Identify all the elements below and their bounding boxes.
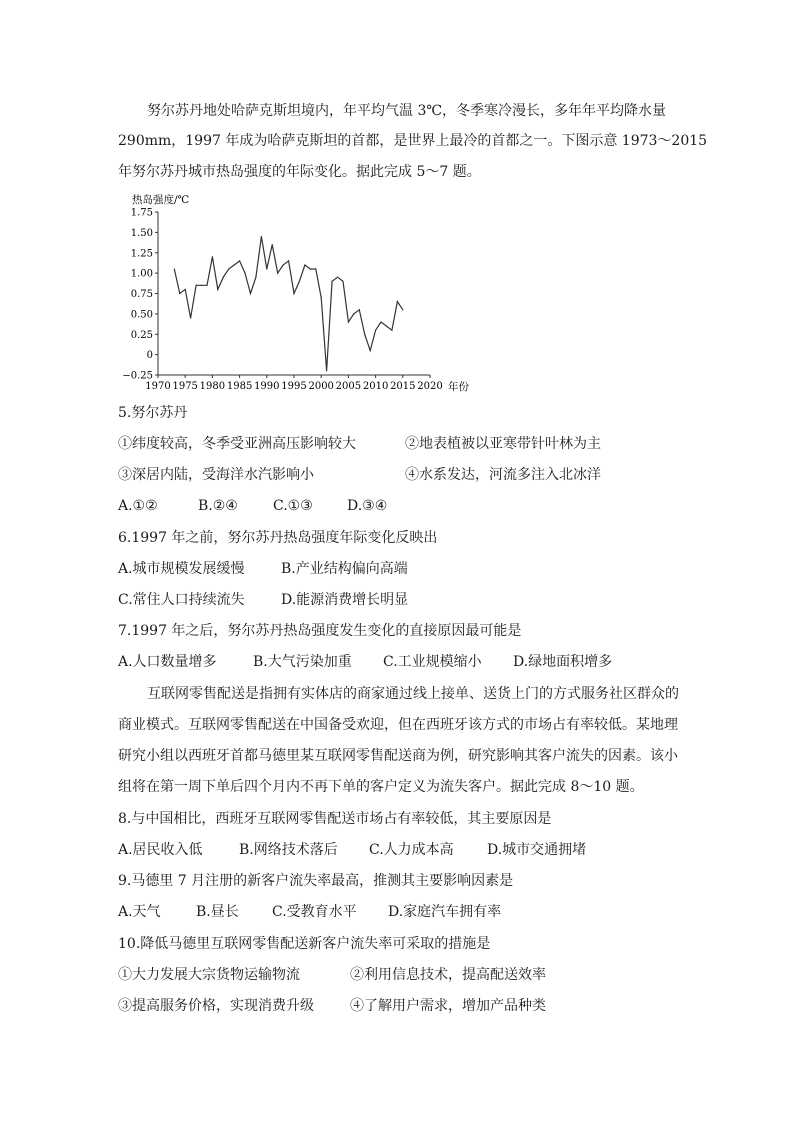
question-5-stem: 5.努尔苏丹 [118, 405, 188, 421]
data-point [190, 317, 191, 318]
data-point [397, 301, 398, 302]
y-tick-label: 1.75 [130, 207, 153, 219]
data-point [310, 268, 311, 269]
x-tick-label: 2020 [417, 381, 443, 392]
q9-option-c: C.受教育水平 [272, 904, 357, 920]
data-point [391, 330, 392, 331]
data-point [272, 244, 273, 245]
q9-option-b: B.昼长 [196, 904, 239, 920]
data-point [315, 268, 316, 269]
data-point [217, 289, 218, 290]
intro2-paragraph-line-4: 组将在第一周下单后四个月内不再下单的客户定义为流失客户。据此完成 8～10 题。 [118, 779, 644, 795]
x-tick-label: 1980 [199, 381, 226, 392]
q5-option-b: B.②④ [198, 498, 238, 514]
data-point [201, 285, 202, 286]
y-tick-label: 1.50 [130, 227, 153, 239]
data-point [348, 321, 349, 322]
q9-option-a: A.天气 [118, 904, 161, 920]
q7-option-b: B.大气污染加重 [253, 654, 352, 670]
data-point [331, 281, 332, 282]
data-point [277, 273, 278, 274]
x-tick-label: 2010 [362, 381, 389, 392]
y-tick-label: −0.25 [122, 370, 153, 382]
q5-statement-2: ②地表植被以亚寒带针叶林为主 [405, 436, 601, 452]
q10-statement-4: ④了解用户需求，增加产品种类 [350, 998, 546, 1014]
data-point [288, 260, 289, 261]
series-line [174, 237, 402, 371]
question-7-stem: 7.1997 年之后，努尔苏丹热岛强度发生变化的直接原因最可能是 [118, 623, 522, 639]
data-point [206, 285, 207, 286]
intro-paragraph-line-3: 年努尔苏丹城市热岛强度的年际变化。据此完成 5～7 题。 [118, 164, 481, 180]
data-point [359, 309, 360, 310]
q5-statement-4: ④水系发达，河流多注入北冰洋 [405, 467, 601, 483]
intro2-paragraph-line-1: 互联网零售配送是指拥有实体店的商家通过线上接单、送货上门的方式服务社区群众的 [147, 686, 679, 702]
data-point [250, 293, 251, 294]
q5-option-d: D.③④ [347, 498, 388, 514]
data-point [234, 264, 235, 265]
data-point [370, 350, 371, 351]
data-point [304, 264, 305, 265]
q10-statement-2: ②利用信息技术，提高配送效率 [350, 967, 546, 983]
data-point [223, 277, 224, 278]
data-point [228, 268, 229, 269]
x-axis-label: 年份 [448, 381, 469, 393]
data-point [266, 268, 267, 269]
x-tick-label: 1985 [226, 381, 253, 392]
q6-option-b: B.产业结构偏向高端 [281, 561, 408, 577]
y-axis-label: 热岛强度/℃ [132, 194, 190, 206]
data-point [255, 277, 256, 278]
data-point [386, 326, 387, 327]
data-point [321, 297, 322, 298]
q5-statement-3: ③深居内陆，受海洋水汽影响小 [118, 467, 314, 483]
question-10-stem: 10.降低马德里互联网零售配送新客户流失率可采取的措施是 [118, 936, 491, 952]
data-point [380, 321, 381, 322]
y-tick-label: 0.75 [130, 289, 153, 300]
heat-island-chart [122, 190, 490, 395]
data-point [375, 330, 376, 331]
intro-paragraph-line-2: 290mm，1997 年成为哈萨克斯坦的首都，是世界上最冷的首都之一。下图示意 1973～2015 [118, 133, 708, 149]
data-point [174, 268, 175, 269]
q6-option-a: A.城市规模发展缓慢 [118, 561, 245, 577]
q6-option-c: C.常住人口持续流失 [118, 592, 245, 608]
data-point [299, 281, 300, 282]
intro2-paragraph-line-2: 商业模式。互联网零售配送在中国备受欢迎，但在西班牙该方式的市场占有率较低。某地理 [118, 717, 678, 733]
q5-option-c: C.①③ [273, 498, 313, 514]
q7-option-c: C.工业规模缩小 [383, 654, 482, 670]
data-point [179, 293, 180, 294]
q8-option-d: D.城市交通拥堵 [487, 842, 587, 858]
y-tick-label: 1.00 [130, 268, 153, 280]
x-tick-label: 1970 [145, 381, 171, 392]
intro-paragraph-line-1: 努尔苏丹地处哈萨克斯坦境内，年平均气温 3℃，冬季寒冷漫长，多年年平均降水量 [147, 103, 667, 119]
x-tick-label: 2000 [308, 381, 334, 392]
x-tick-label: 1990 [254, 381, 280, 392]
y-tick-label: 1.25 [130, 248, 153, 260]
x-tick-label: 1995 [281, 381, 307, 392]
data-point [364, 334, 365, 335]
q8-option-a: A.居民收入低 [118, 842, 203, 858]
data-point [261, 236, 262, 237]
q5-option-a: A.①② [118, 498, 158, 514]
q8-option-c: C.人力成本高 [369, 842, 454, 858]
x-tick-label: 1975 [172, 381, 198, 392]
data-point [195, 285, 196, 286]
question-8-stem: 8.与中国相比，西班牙互联网零售配送市场占有率较低，其主要原因是 [118, 811, 552, 827]
question-6-stem: 6.1997 年之前，努尔苏丹热岛强度年际变化反映出 [118, 530, 438, 546]
q7-option-a: A.人口数量增多 [118, 654, 217, 670]
data-point [239, 260, 240, 261]
q7-option-d: D.绿地面积增多 [513, 654, 613, 670]
data-point [342, 281, 343, 282]
data-point [244, 273, 245, 274]
x-tick-label: 2015 [390, 381, 416, 392]
data-point [283, 264, 284, 265]
y-tick-label: 0 [146, 350, 153, 362]
y-tick-label: 0.50 [130, 309, 153, 321]
data-point [212, 256, 213, 257]
data-point [337, 277, 338, 278]
q6-option-d: D.能源消费增长明显 [281, 592, 409, 608]
q8-option-b: B.网络技术落后 [239, 842, 338, 858]
data-point [185, 289, 186, 290]
data-point [402, 309, 403, 310]
q10-statement-1: ①大力发展大宗货物运输物流 [118, 967, 300, 983]
q9-option-d: D.家庭汽车拥有率 [388, 904, 502, 920]
q10-statement-3: ③提高服务价格，实现消费升级 [118, 998, 314, 1014]
data-point [293, 293, 294, 294]
x-tick-label: 2005 [335, 381, 362, 392]
intro2-paragraph-line-3: 研究小组以西班牙首都马德里某互联网零售配送商为例，研究影响其客户流失的因素。该小 [118, 748, 678, 764]
heat-island-chart-svg [122, 190, 490, 395]
q5-statement-1: ①纬度较高，冬季受亚洲高压影响较大 [118, 436, 356, 452]
data-point [326, 370, 327, 371]
y-tick-label: 0.25 [130, 329, 153, 341]
data-point [353, 313, 354, 314]
question-9-stem: 9.马德里 7 月注册的新客户流失率最高，推测其主要影响因素是 [118, 873, 514, 889]
